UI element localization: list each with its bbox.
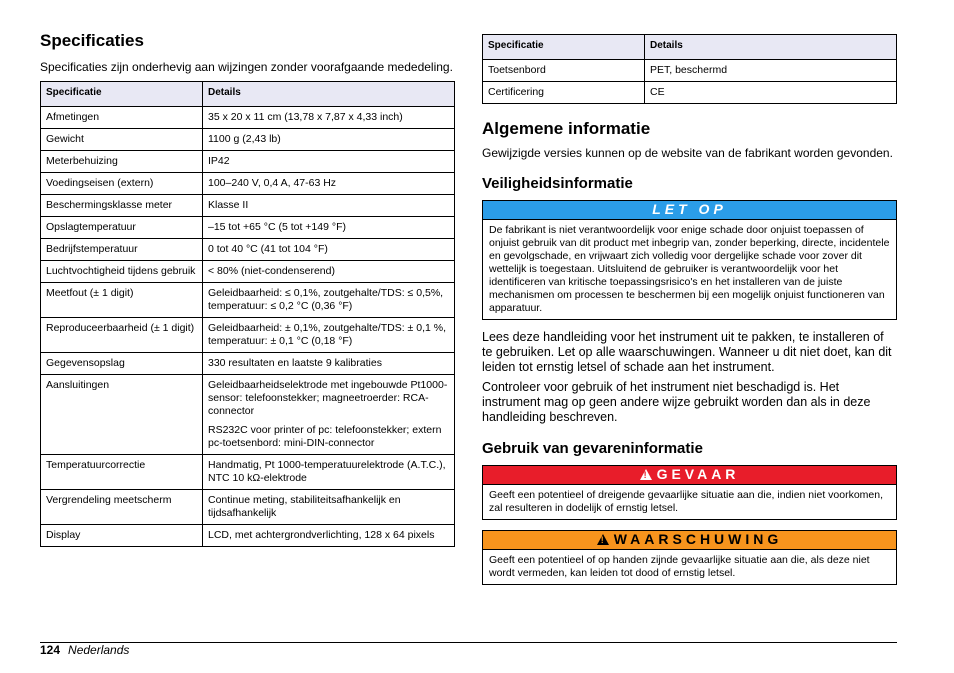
- danger-text: Geeft een potentieel of dreigende gevaarlijke situatie aan die, indien niet voorkomen, zal resulteren in dodelijk of ernstig letsel.: [483, 484, 896, 519]
- specs-table-body: [41, 107, 455, 547]
- warning-header: [483, 531, 896, 549]
- spec-name-cell: Beschermingsklasse meter: [41, 195, 203, 217]
- caution-notice: [482, 200, 897, 320]
- page-number: 124: [40, 643, 61, 657]
- spec-details-text: Geleidbaarheid: ≤ 0,1%, zoutgehalte/TDS: ≤ 0,5%, temperatuur: ≤ 0,2 °C (0,36 °F): [208, 287, 444, 312]
- table-row: [41, 455, 455, 490]
- spec-details-text: 35 x 20 x 11 cm (13,78 x 7,87 x 4,33 inch): [208, 111, 403, 123]
- spec-name-cell: Display: [41, 525, 203, 547]
- spec-name-cell: Vergrendeling meetscherm: [41, 490, 203, 525]
- spec-details-cell: [203, 151, 455, 173]
- spec-details-text: –15 tot +65 °C (5 tot +149 °F): [208, 221, 346, 233]
- spec-details-cell: [203, 239, 455, 261]
- spec-details-cell: [203, 173, 455, 195]
- table-row: [483, 82, 897, 104]
- warning-text: Geeft een potentieel of op handen zijnde gevaarlijke situatie aan die, als deze niet wordt vermeden, kan leiden tot dood of ernstig letsel.: [483, 549, 896, 584]
- spec-details-cell: [203, 107, 455, 129]
- table-row: [41, 261, 455, 283]
- table-header-details: Details: [645, 35, 897, 60]
- spec-details-cell: [203, 455, 455, 490]
- spec-details-text: Continue meting, stabiliteitsafhankelijk en tijdsafhankelijk: [208, 494, 401, 519]
- specs-intro: Specificaties zijn onderhevig aan wijzingen zonder voorafgaande mededeling.: [40, 60, 453, 74]
- spec-details-text: Klasse II: [208, 199, 249, 211]
- spec-details-cell: [203, 217, 455, 239]
- danger-notice: [482, 465, 897, 520]
- table-header-row: [41, 82, 455, 107]
- spec-details-cell: [203, 261, 455, 283]
- footer-language: Nederlands: [68, 643, 130, 657]
- safety-paragraph-2: Controleer voor gebruik of het instrument niet beschadigd is. Het instrument mag op geen andere wijze gebruikt worden dan als in deze handleiding beschreven.: [482, 380, 871, 424]
- table-row: [41, 239, 455, 261]
- spec-details-cell: [203, 195, 455, 217]
- table-header-spec: Specificatie: [41, 82, 203, 107]
- table-row: [41, 283, 455, 318]
- warning-label: WAARSCHUWING: [613, 531, 783, 547]
- spec-details-text: PET, beschermd: [650, 64, 728, 76]
- spec-name-cell: Reproduceerbaarheid (± 1 digit): [41, 318, 203, 353]
- spec-details-cell: [203, 129, 455, 151]
- table-row: [41, 195, 455, 217]
- spec-details-cell: [203, 375, 455, 455]
- table-row: [41, 525, 455, 547]
- safety-paragraph-1: Lees deze handleiding voor het instrument uit te pakken, te installeren of te gebruiken. Let op alle waarschuwingen. Wanneer u dit niet doet, kan dit leiden tot ernstig letsel of schade aan het instrument.: [482, 330, 892, 374]
- table-header-spec: Specificatie: [483, 35, 645, 60]
- specs-table-continued: [482, 34, 897, 104]
- spec-details-cell: [203, 283, 455, 318]
- table-row: [483, 60, 897, 82]
- spec-name-cell: Certificering: [483, 82, 645, 104]
- caution-label: LET OP: [483, 201, 896, 219]
- spec-details-cell: [645, 82, 897, 104]
- spec-name-cell: Voedingseisen (extern): [41, 173, 203, 195]
- safety-info-title: Veiligheidsinformatie: [482, 175, 633, 192]
- spec-details-text: Geleidbaarheid: ± 0,1%, zoutgehalte/TDS: ± 0,1 %, temperatuur: ± 0,1 °C (0,18 °F): [208, 322, 446, 347]
- spec-name-cell: Meterbehuizing: [41, 151, 203, 173]
- spec-name-cell: Meetfout (± 1 digit): [41, 283, 203, 318]
- spec-details-text: LCD, met achtergrondverlichting, 128 x 64 pixels: [208, 529, 435, 541]
- table-row: [41, 353, 455, 375]
- spec-name-cell: Gewicht: [41, 129, 203, 151]
- table-row: [41, 173, 455, 195]
- spec-details-text: < 80% (niet-condenserend): [208, 265, 335, 277]
- page-title: Specificaties: [40, 31, 144, 50]
- spec-name-cell: Gegevensopslag: [41, 353, 203, 375]
- general-info-text: Gewijzigde versies kunnen op de website van de fabrikant worden gevonden.: [482, 146, 893, 160]
- table-header-row: [483, 35, 897, 60]
- page-footer: [40, 643, 129, 657]
- warning-notice: [482, 530, 897, 585]
- spec-details-cell: [645, 60, 897, 82]
- table-row: [41, 129, 455, 151]
- spec-name-cell: Temperatuurcorrectie: [41, 455, 203, 490]
- right-column: [482, 34, 897, 595]
- spec-details-cell: [203, 318, 455, 353]
- spec-details-text: Handmatig, Pt 1000-temperatuurelektrode (A.T.C.), NTC 10 kΩ-elektrode: [208, 459, 446, 484]
- warning-triangle-icon: [640, 469, 652, 480]
- general-info-title: Algemene informatie: [482, 119, 651, 138]
- danger-label: GEVAAR: [656, 466, 740, 482]
- table-row: [41, 217, 455, 239]
- spec-details-text: IP42: [208, 155, 230, 167]
- table-header-details: Details: [203, 82, 455, 107]
- spec-name-cell: Opslagtemperatuur: [41, 217, 203, 239]
- spec-details-cell: [203, 490, 455, 525]
- spec-details-cell: [203, 353, 455, 375]
- spec-name-cell: Toetsenbord: [483, 60, 645, 82]
- table-row: [41, 490, 455, 525]
- spec-name-cell: Afmetingen: [41, 107, 203, 129]
- spec-details-text: CE: [650, 86, 665, 98]
- footer-divider: [40, 642, 897, 643]
- table-row: [41, 318, 455, 353]
- danger-header: [483, 466, 896, 484]
- left-column: [40, 30, 455, 547]
- spec-details-text: 0 tot 40 °C (41 tot 104 °F): [208, 243, 328, 255]
- spec-name-cell: Bedrijfstemperatuur: [41, 239, 203, 261]
- table-row: [41, 107, 455, 129]
- warning-triangle-icon: [597, 534, 609, 545]
- spec-details-text: RS232C voor printer of pc: telefoonstekker; extern pc-toetsenbord: mini-DIN-connector: [208, 424, 442, 449]
- spec-details-text: 1100 g (2,43 lb): [208, 133, 281, 145]
- specs-table-continued-body: [483, 60, 897, 104]
- table-row: [41, 151, 455, 173]
- spec-details-text: 330 resultaten en laatste 9 kalibraties: [208, 357, 382, 369]
- spec-details-text: 100–240 V, 0,4 A, 47-63 Hz: [208, 177, 337, 189]
- spec-name-cell: Luchtvochtigheid tijdens gebruik: [41, 261, 203, 283]
- caution-text: De fabrikant is niet verantwoordelijk voor enige schade door onjuist toepassen of onjuist gebruik van dit product met inbegrip van, zonder beperking, directe, incidentele en gevolgschade, en vrijwaart zich volledig voor dergelijke schade voor zover dit wettelijk is toegestaan. Uitsluitend de gebruiker is verantwoordelijk voor het identificeren van kritische toepassingsrisico's en het installeren van de juiste mechanismen om processen te beschermen bij een mogelijk onjuist functioneren van apparatuur.: [483, 219, 896, 319]
- spec-details-text: Geleidbaarheidselektrode met ingebouwde Pt1000-sensor: telefoonstekker; magneetroerder: RCA-connector: [208, 379, 448, 417]
- hazard-info-title: Gebruik van gevareninformatie: [482, 440, 703, 457]
- spec-name-cell: Aansluitingen: [41, 375, 203, 455]
- spec-details-cell: [203, 525, 455, 547]
- table-row: [41, 375, 455, 455]
- specs-table: [40, 81, 455, 547]
